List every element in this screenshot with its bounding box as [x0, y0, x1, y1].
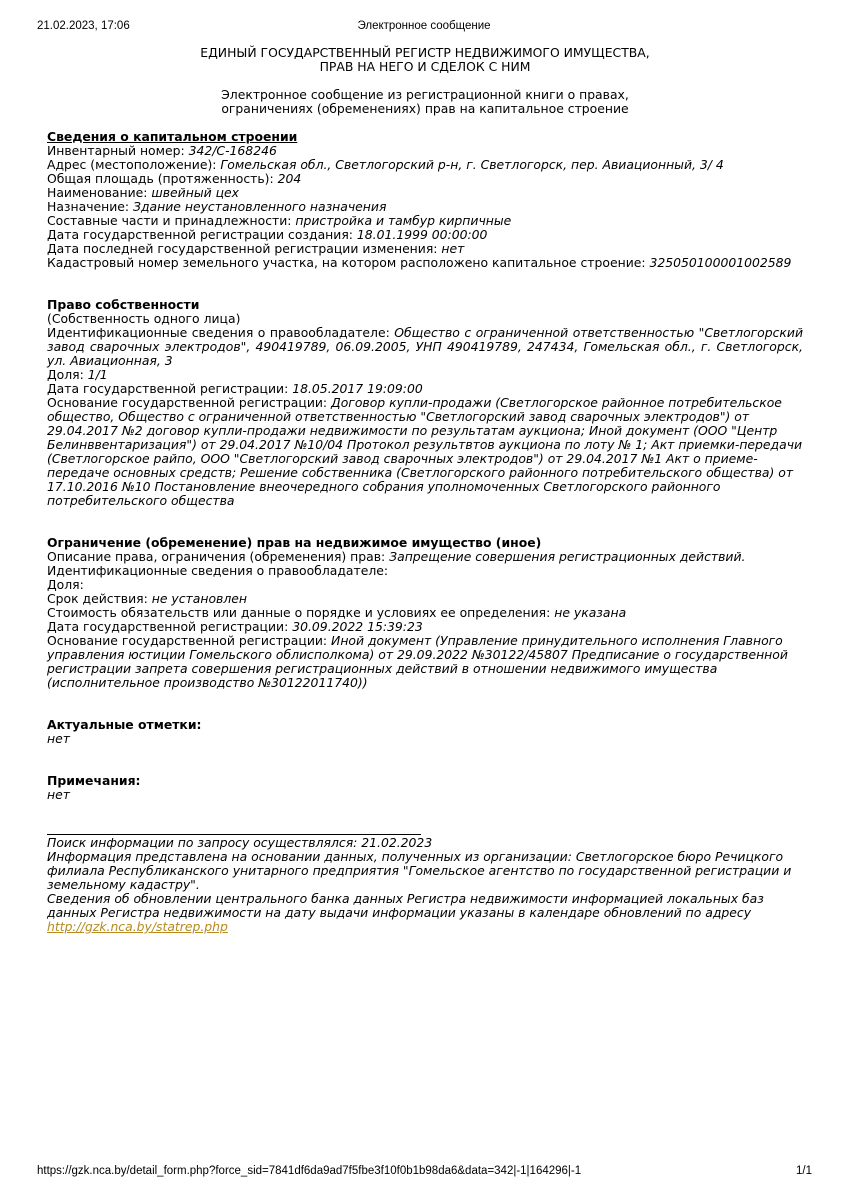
ownership-basis-value: Договор купли-продажи (Светлогорское районное потребительское общество, Общество с ограниченной ответственностью "Светлогорский завод сварочных электродов") от 29.04.2017 №2 договор купли-продажи недвижимости по результатам аукциона; Иной документ (ООО "Центр Белинввентаризация") от 29.04.2017 №10/04 Протокол результвтов аукциона по лоту № 1; Акт приемки-передачи (Светлогорское райпо, ООО "Светлогорский завод сварочных электродов") от 29.04.2017 №1 Акт о приеме-передаче основных средств; Решение собственника (Светлогорского районного потребительского общества) от 17.10.2016 №10 Постановление внеочередного собрания уполномоченных Светлогорского районного потребительского общества — [47, 395, 803, 508]
restriction-basis-value: Иной документ (Управление принудительного исполнения Главного управления юстиции Гомельского облисполкома) от 29.09.2022 №30122/45807 Предписание о государственной регистрации запрета совершения регистрационных действий в отношении недвижимого имущества (исполнительное производство №30122011740)) — [47, 633, 788, 690]
purpose-value: Здание неустановленного назначения — [133, 199, 387, 214]
print-doc-title: Электронное сообщение — [357, 20, 491, 32]
ownership-holder-value: Общество с ограниченной ответственностью "Светлогорский завод сварочных электродов", 490419789, 06.09.2005, УНП 490419789, 247434, Гомельская обл., г. Светлогорск, ул. Авиационная, 3 — [47, 325, 804, 368]
restriction-heading: Ограничение (обременение) прав на недвижимое имущество (иное) — [47, 535, 542, 550]
restriction-reg-date-label: Дата государственной регистрации: — [47, 619, 293, 634]
restriction-reg-date-value: 30.09.2022 15:39:23 — [292, 619, 423, 634]
restriction-cost-row — [47, 606, 803, 620]
restriction-desc-value: Запрещение совершения регистрационных действий. — [389, 549, 746, 564]
footnotes — [47, 836, 803, 934]
name-value: швейный цех — [151, 185, 239, 200]
created-value: 18.01.1999 00:00:00 — [356, 227, 488, 242]
area-label: Общая площадь (протяженность): — [47, 171, 278, 186]
ownership-reg-date-value: 18.05.2017 19:09:00 — [292, 381, 423, 396]
building-section — [47, 130, 803, 270]
notes-value: нет — [47, 787, 70, 802]
purpose-row — [47, 200, 803, 214]
marks-value: нет — [47, 731, 70, 746]
ownership-basis-label: Основание государственной регистрации: — [47, 395, 332, 410]
ownership-holder-row — [47, 326, 803, 368]
restriction-basis-row — [47, 634, 803, 690]
name-row — [47, 186, 803, 200]
purpose-label: Назначение: — [47, 199, 134, 214]
restriction-basis-label: Основание государственной регистрации: — [47, 633, 332, 648]
last-change-value: нет — [441, 241, 465, 256]
notes-section — [47, 774, 803, 802]
cadastre-value: 325050100001002589 — [649, 255, 792, 270]
statrep-link[interactable]: http://gzk.nca.by/statrep.php — [47, 919, 228, 934]
name-label: Наименование: — [47, 185, 152, 200]
inventory-value: 342/С-168246 — [188, 143, 277, 158]
restriction-cost-value: не указана — [554, 605, 627, 620]
ownership-reg-date-row — [47, 382, 803, 396]
footnote-update-info: Сведения об обновлении центрального банка данных Регистра недвижимости информацией локальных баз данных Регистра недвижимости на дату выдачи информации указаны в календаре обновлений по адресу — [47, 891, 764, 920]
ownership-share-value: 1/1 — [87, 367, 108, 382]
cadastre-row — [47, 256, 803, 270]
ownership-holder-label: Идентификационные сведения о правообладателе: — [47, 325, 395, 340]
footnote-source: Информация представлена на основании данных, полученных из организации: Светлогорское бюро Речицкого филиала Республиканского унитарного предприятия "Гомельское агентство по государственной регистрации и земельному кадастру". — [47, 849, 792, 892]
restriction-section — [47, 536, 803, 690]
restriction-reg-date-row — [47, 620, 803, 634]
inventory-label: Инвентарный номер: — [47, 143, 189, 158]
print-datetime: 21.02.2023, 17:06 — [37, 20, 130, 32]
restriction-holder-label: Идентификационные сведения о правообладателе: — [47, 563, 389, 578]
address-label: Адрес (местоположение): — [47, 157, 221, 172]
address-row — [47, 158, 803, 172]
restriction-term-value: не установлен — [151, 591, 247, 606]
restriction-share-label: Доля: — [47, 577, 84, 592]
parts-row — [47, 214, 803, 228]
cadastre-label: Кадастровый номер земельного участка, на котором расположено капитальное строение: — [47, 255, 650, 270]
message-subtitle — [47, 88, 803, 116]
last-change-row — [47, 242, 803, 256]
ownership-section — [47, 298, 803, 508]
print-page-number: 1/1 — [796, 1165, 812, 1177]
address-value: Гомельская обл., Светлогорский р-н, г. Светлогорск, пер. Авиационный, 3/ 4 — [220, 157, 724, 172]
document-body — [47, 46, 803, 934]
register-title-line-2: ПРАВ НА НЕГО И СДЕЛОК С НИМ — [319, 59, 531, 74]
area-value: 204 — [277, 171, 302, 186]
ownership-heading: Право собственности — [47, 297, 200, 312]
notes-heading: Примечания: — [47, 773, 141, 788]
ownership-share-label: Доля: — [47, 367, 88, 382]
inventory-row — [47, 144, 803, 158]
restriction-term-row — [47, 592, 803, 606]
marks-heading: Актуальные отметки: — [47, 717, 202, 732]
restriction-desc-label: Описание права, ограничения (обременения) прав: — [47, 549, 390, 564]
ownership-type: (Собственность одного лица) — [47, 311, 241, 326]
parts-value: пристройка и тамбур кирпичные — [295, 213, 512, 228]
ownership-reg-date-label: Дата государственной регистрации: — [47, 381, 293, 396]
created-row — [47, 228, 803, 242]
footnote-search-date: Поиск информации по запросу осуществлялся: 21.02.2023 — [47, 835, 433, 850]
restriction-cost-label: Стоимость обязательств или данные о порядке и условиях ее определения: — [47, 605, 555, 620]
message-subtitle-line-2: ограничениях (обременениях) прав на капитальное строение — [221, 101, 629, 116]
ownership-basis-row — [47, 396, 803, 508]
register-title-line-1: ЕДИНЫЙ ГОСУДАРСТВЕННЫЙ РЕГИСТР НЕДВИЖИМОГО ИМУЩЕСТВА, — [200, 45, 650, 60]
last-change-label: Дата последней государственной регистрации изменения: — [47, 241, 442, 256]
restriction-desc-row — [47, 550, 803, 564]
parts-label: Составные части и принадлежности: — [47, 213, 296, 228]
print-url: https://gzk.nca.by/detail_form.php?force_sid=7841df6da9ad7f5fbe3f10f0b1b98da6&data=342|-1|164296|-1 — [37, 1165, 582, 1177]
ownership-share-row — [47, 368, 803, 382]
marks-section — [47, 718, 803, 746]
register-title — [47, 46, 803, 74]
created-label: Дата государственной регистрации создания: — [47, 227, 357, 242]
restriction-term-label: Срок действия: — [47, 591, 152, 606]
message-subtitle-line-1: Электронное сообщение из регистрационной книги о правах, — [221, 87, 629, 102]
building-heading: Сведения о капитальном строении — [47, 129, 298, 144]
area-row — [47, 172, 803, 186]
